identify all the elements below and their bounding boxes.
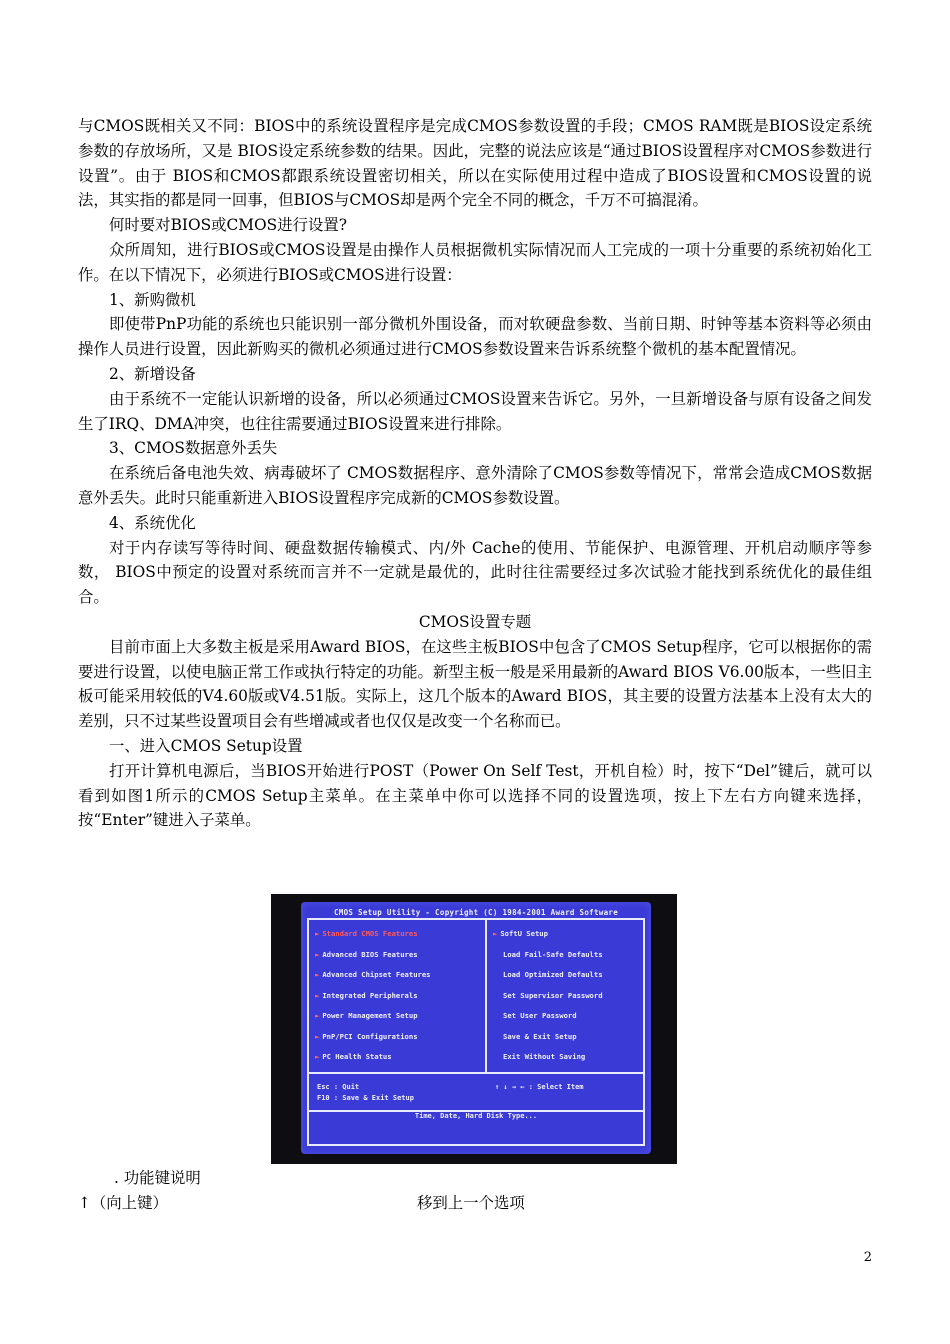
paragraph: 目前市面上大多数主板是采用Award BIOS，在这些主板BIOS中包含了CMOS Setup程序，它可以根据你的需要进行设置，以使电脑正常工作或执行特定的功能。新型主板一般是采用最新的Award BIOS V6.00版本，一些旧主板可能采用较低的V4.60版或V4.51版。实际上，这几个版本的Award BIOS，其主要的设置方法基本上没有太大的差别，只不过某些设置项目会有些增减或者也仅仅是改变一个名称而已。 bbox=[78, 637, 872, 731]
bios-key-legend-left bbox=[317, 1082, 414, 1104]
arrow-right-icon: ► bbox=[315, 1052, 320, 1061]
bios-menu-item: ► Advanced Chipset Features bbox=[315, 970, 431, 979]
function-key-name: ↑（向上键） bbox=[78, 1194, 168, 1212]
bios-menu-item: ► Power Management Setup bbox=[315, 1011, 418, 1020]
bios-menu-item: Set Supervisor Password bbox=[503, 990, 603, 1000]
bios-menu-item: ► Standard CMOS Features bbox=[315, 929, 418, 938]
paragraph: 打开计算机电源后，当BIOS开始进行POST（Power On Self Test，开机自检）时，按下“Del”键后，就可以看到如图1所示的CMOS Setup主菜单。在主菜单中你可以选择不同的设置选项，按上下左右方向键来选择，按“Enter”键进入子菜单。 bbox=[78, 761, 872, 830]
paragraph: 众所周知，进行BIOS或CMOS设置是由操作人员根据微机实际情况而人工完成的一项十分重要的系统初始化工作。在以下情况下，必须进行BIOS或CMOS进行设置： bbox=[78, 240, 872, 284]
bios-left-menu bbox=[315, 924, 431, 1068]
bios-key-esc: Esc : Quit bbox=[317, 1083, 360, 1091]
bios-key-arrows: ↑ ↓ → ← : Select Item bbox=[495, 1083, 584, 1091]
paragraph: 由于系统不一定能认识新增的设备，所以必须通过CMOS设置来告诉它。另外，一旦新增设备与原有设备之间发生了IRQ、DMA冲突，也往往需要通过BIOS设置来进行排除。 bbox=[78, 389, 872, 433]
arrow-right-icon: ► bbox=[315, 990, 320, 1000]
bios-divider-horizontal bbox=[309, 1072, 643, 1074]
bios-menu-item: ► PC Health Status bbox=[315, 1052, 392, 1061]
sub-heading: 一、进入CMOS Setup设置 bbox=[109, 736, 303, 755]
section-title: CMOS设置专题 bbox=[418, 612, 532, 631]
bios-divider-vertical bbox=[485, 920, 487, 1072]
paragraph: 在系统后备电池失效、病毒破坏了 CMOS数据程序、意外清除了CMOS参数等情况下，常常会造成CMOS数据意外丢失。此时只能重新进入BIOS设置程序完成新的CMOS参数设置。 bbox=[78, 464, 872, 507]
bios-menu-item: ► Integrated Peripherals bbox=[315, 990, 418, 1000]
list-heading: 1、新购微机 bbox=[109, 290, 196, 309]
bios-menu-item: Save & Exit Setup bbox=[503, 1031, 577, 1041]
bios-menu-item: ► SoftU Setup bbox=[493, 929, 548, 938]
bios-screenshot-photo bbox=[271, 894, 677, 1164]
arrow-right-icon: ► bbox=[315, 1011, 320, 1020]
function-key-description: 移到上一个选项 bbox=[417, 1194, 525, 1212]
bios-key-f10: F10 : Save & Exit Setup bbox=[317, 1094, 414, 1102]
arrow-right-icon: ► bbox=[315, 949, 320, 959]
bios-menu-item: Exit Without Saving bbox=[503, 1052, 586, 1061]
bios-title: CMOS Setup Utility - Copyright (C) 1984-2001 Award Software bbox=[333, 908, 619, 917]
figure-caption: . 功能键说明 bbox=[114, 1169, 201, 1187]
page-number: 2 bbox=[863, 1250, 872, 1265]
list-heading: 4、系统优化 bbox=[109, 513, 196, 532]
bios-menu-item: ► Advanced BIOS Features bbox=[315, 949, 418, 959]
arrow-right-icon: ► bbox=[493, 929, 498, 938]
arrow-right-icon: ► bbox=[315, 970, 320, 979]
list-heading: 3、CMOS数据意外丢失 bbox=[109, 439, 278, 458]
question-heading: 何时要对BIOS或CMOS进行设置? bbox=[109, 216, 348, 235]
bios-menu-item: Set User Password bbox=[503, 1011, 577, 1020]
bios-hint: Time, Date, Hard Disk Type... bbox=[414, 1112, 538, 1120]
list-heading: 2、新增设备 bbox=[109, 364, 196, 383]
arrow-right-icon: ► bbox=[315, 1031, 320, 1041]
document-body bbox=[78, 114, 872, 833]
paragraph: 对于内存读写等待时间、硬盘数据传输模式、内/外 Cache的使用、节能保护、电源管理、开机启动顺序等参数， BIOS中预定的设置对系统而言并不一定就是最优的，此时往往需要经过多次试验才能找到系统优化的最佳组合。 bbox=[78, 538, 872, 607]
bios-screen bbox=[301, 902, 651, 1154]
bios-menu-item: Load Optimized Defaults bbox=[503, 970, 603, 979]
bios-menu-item: ► PnP/PCI Configurations bbox=[315, 1031, 418, 1041]
paragraph: 与CMOS既相关又不同：BIOS中的系统设置程序是完成CMOS参数设置的手段；CMOS RAM既是BIOS设定系统参数的存放场所，又是 BIOS设定系统参数的结果。因此，完整的说法应该是“通过BIOS设置程序对CMOS参数进行设置”。由于 BIOS和CMOS都跟系统设置密切相关，所以在实际使用过程中造成了BIOS设置和CMOS设置的说法，其实指的都是同一回事，但BIOS与CMOS却是两个完全不同的概念，千万不可搞混淆。 bbox=[78, 117, 872, 210]
paragraph: 即使带PnP功能的系统也只能识别一部分微机外围设备，而对软硬盘参数、当前日期、时钟等基本资料等必须由操作人员进行设置，因此新购买的微机必须通过进行CMOS参数设置来告诉系统整个微机的基本配置情况。 bbox=[78, 315, 872, 359]
bios-menu-item: Load Fail-Safe Defaults bbox=[503, 949, 603, 959]
bios-right-menu bbox=[493, 924, 603, 1068]
arrow-right-icon: ► bbox=[315, 929, 320, 938]
